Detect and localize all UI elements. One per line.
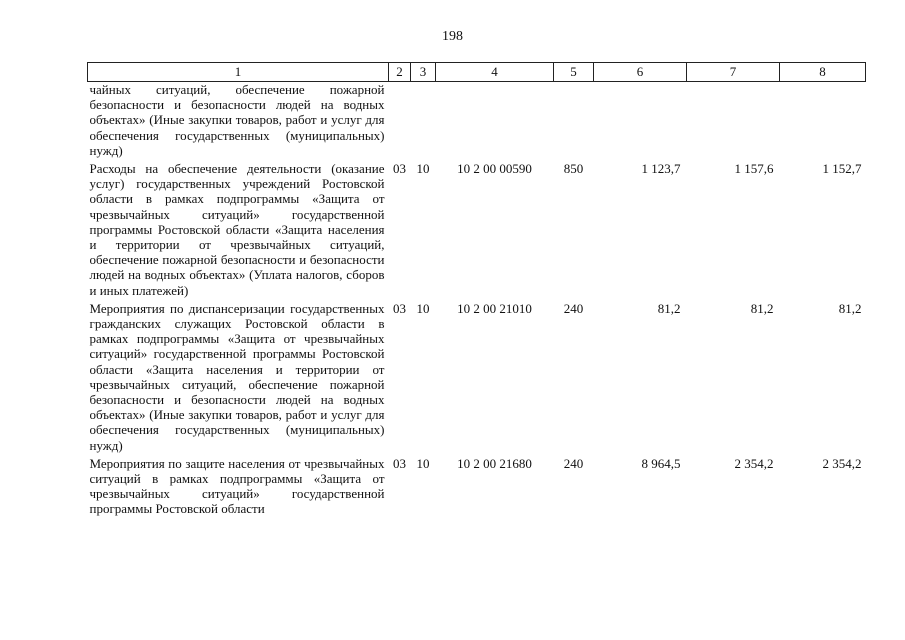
row-expense-type: [554, 82, 594, 162]
row-expense-type: 240: [563, 455, 584, 471]
row-section-code: 03: [393, 455, 406, 471]
row-amount-col8: 81,2: [838, 300, 862, 316]
column-header-5: 5: [554, 63, 594, 82]
column-header-6: 6: [594, 63, 687, 82]
row-section-code: 03: [393, 300, 406, 316]
row-subsection-code: 10: [416, 161, 430, 177]
row-target-code: 10 2 00 00590: [457, 161, 532, 177]
row-section-code: 03: [393, 161, 406, 177]
column-header-1: 1: [88, 63, 389, 82]
row-target-code: [436, 82, 554, 162]
row-amount-col7: [687, 82, 780, 162]
row-amount-col6: [594, 82, 687, 162]
row-description: Мероприятия по защите населения от чрезвычайных ситуаций в рамках подпрограммы «Защита от чрезвычайных ситуаций» государственной программы Ростовской области: [89, 455, 385, 517]
row-description: чайных ситуаций, обеспечение пожарной безопасности и безопасности людей на водных объектах» (Иные закупки товаров, работ и услуг для обеспечения государственных (муниципальных) нужд): [89, 82, 385, 158]
row-target-code: 10 2 00 21680: [457, 455, 532, 471]
table-row: [88, 82, 866, 162]
row-description: Мероприятия по диспансеризации государственных гражданских служащих Ростовской области в рамках подпрограммы «Защита от чрезвычайных ситуаций» государственной программы Ростовской области «Защита населения и территории от чрезвычайных ситуаций, обеспечение пожарной безопасности и безопасности людей на водных объектах» (Иные закупки товаров, работ и услуг для обеспечения государственных (муниципальных) нужд): [89, 300, 385, 453]
row-amount-col7: 81,2: [750, 300, 774, 316]
row-amount-col8: [780, 82, 866, 162]
budget-table: [87, 62, 866, 520]
row-subsection-code: [411, 82, 436, 162]
row-amount-col6: 1 123,7: [641, 161, 681, 177]
column-header-4: 4: [436, 63, 554, 82]
row-section-code: [389, 82, 411, 162]
row-amount-col7: 1 157,6: [734, 161, 774, 177]
column-header-7: 7: [687, 63, 780, 82]
row-expense-type: 850: [563, 161, 584, 177]
column-header-8: 8: [780, 63, 866, 82]
row-amount-col7: 2 354,2: [734, 455, 774, 471]
row-amount-col6: 81,2: [657, 300, 681, 316]
row-description: Расходы на обеспечение деятельности (оказание услуг) государственных учреждений Ростовской области в рамках подпрограммы «Защита от чрезвычайных ситуаций» государственной программы Ростовской области «Защита населения и территории от чрезвычайных ситуаций, обеспечение пожарной безопасности и безопасности людей на водных объектах» (Уплата налогов, сборов и иных платежей): [89, 161, 385, 298]
page-number: 198: [442, 29, 463, 44]
row-target-code: 10 2 00 21010: [457, 300, 532, 316]
row-amount-col8: 1 152,7: [822, 161, 862, 177]
table-row: [88, 456, 866, 520]
column-header-3: 3: [411, 63, 436, 82]
column-header-2: 2: [389, 63, 411, 82]
table-row: [88, 301, 866, 456]
row-amount-col8: 2 354,2: [822, 455, 862, 471]
row-expense-type: 240: [563, 300, 584, 316]
budget-table-container: [87, 62, 865, 520]
row-subsection-code: 10: [416, 300, 430, 316]
row-amount-col6: 8 964,5: [641, 455, 681, 471]
row-subsection-code: 10: [416, 455, 430, 471]
header-row: [88, 63, 866, 82]
table-row: [88, 161, 866, 301]
